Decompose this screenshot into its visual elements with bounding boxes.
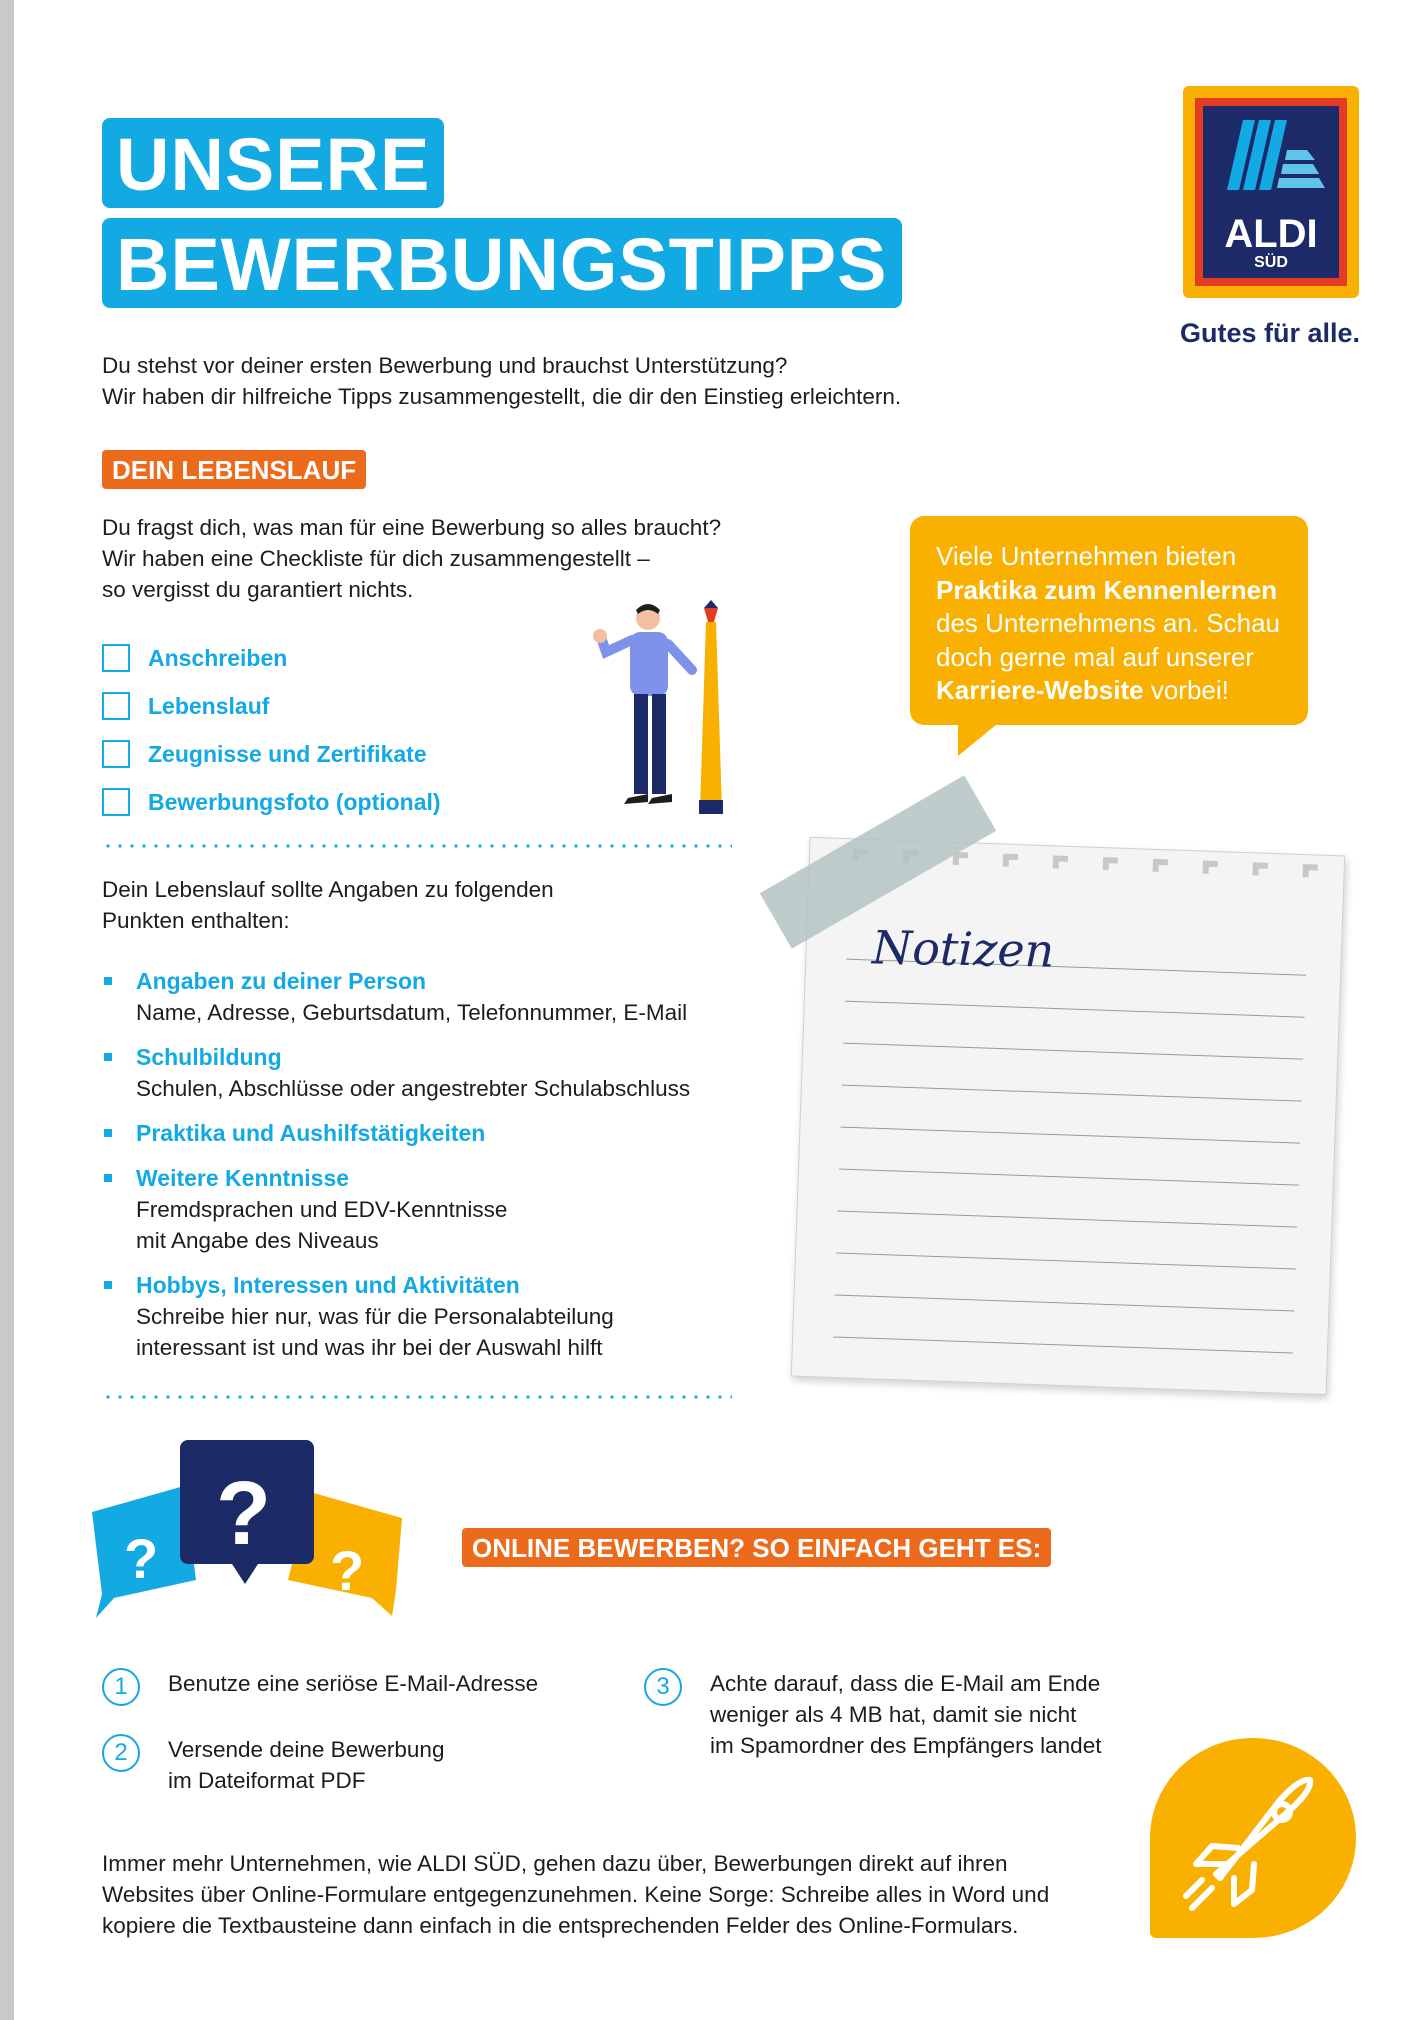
notes-title: Notizen — [871, 920, 1055, 978]
section-tag-online: ONLINE BEWERBEN? SO EINFACH GEHT ES: — [462, 1528, 1051, 1567]
list-item-title: Angaben zu deiner Person — [136, 968, 427, 994]
step-line: weniger als 4 MB hat, damit sie nicht — [710, 1702, 1077, 1727]
checklist-label: Zeugnisse und Zertifikate — [148, 740, 427, 767]
outro-line: Immer mehr Unternehmen, wie ALDI SÜD, gehen dazu über, Bewerbungen direkt auf ihren — [102, 1851, 1008, 1876]
info-speech-bubble — [910, 516, 1308, 725]
logo-stripes-icon — [1203, 110, 1339, 210]
svg-text:?: ? — [124, 1527, 159, 1590]
rocket-badge — [1150, 1738, 1356, 1938]
step-line: Versende deine Bewerbung — [168, 1737, 445, 1762]
step-item — [102, 1668, 538, 1706]
bubble-line: Viele Unternehmen bieten — [936, 541, 1237, 571]
bubble-highlight: Praktika zum Kennenlernen — [936, 574, 1277, 605]
question-bubbles-icon — [92, 1440, 402, 1620]
dotted-divider — [102, 1395, 732, 1399]
intro-line: Wir haben dir hilfreiche Tipps zusammengestellt, die dir den Einstieg erleichtern. — [102, 384, 902, 409]
step-item — [102, 1734, 538, 1796]
paragraph-line: Punkten enthalten: — [102, 908, 290, 933]
checkbox[interactable] — [102, 644, 130, 672]
list-item — [102, 1042, 782, 1104]
list-item-title: Weitere Kenntnisse — [136, 1165, 350, 1191]
list-item-text: Name, Adresse, Geburtsdatum, Telefonnummer, E-Mail — [136, 1000, 688, 1025]
bubble-line: doch gerne mal auf unserer — [936, 641, 1254, 672]
step-number: 2 — [102, 1734, 140, 1772]
steps-list — [102, 1668, 538, 1820]
section-tag-lebenslauf: DEIN LEBENSLAUF — [102, 450, 366, 489]
aldi-sued-logo — [1183, 86, 1359, 298]
checklist-item[interactable] — [102, 634, 441, 682]
list-item — [102, 1118, 782, 1149]
checklist-label: Bewerbungsfoto (optional) — [148, 788, 441, 815]
rocket-icon — [1150, 1738, 1356, 1938]
step-item — [644, 1668, 1101, 1761]
intro-line: Du stehst vor deiner ersten Bewerbung und brauchst Unterstützung? — [102, 353, 788, 378]
page-title-line-1: UNSERE — [102, 118, 444, 208]
bubble-tail — [958, 720, 1002, 756]
paragraph-line: Dein Lebenslauf sollte Angaben zu folgenden — [102, 877, 554, 902]
page-title-line-2: BEWERBUNGSTIPPS — [102, 218, 902, 308]
outro-line: Websites über Online-Formulare entgegenzunehmen. Keine Sorge: Schreibe alles in Word und — [102, 1882, 1050, 1907]
bubble-line: vorbei! — [1143, 675, 1229, 705]
step-line: Benutze eine seriöse E-Mail-Adresse — [168, 1671, 539, 1696]
list-item — [102, 1270, 782, 1363]
checklist-item[interactable] — [102, 730, 441, 778]
logo-subtitle: SÜD — [1254, 254, 1288, 271]
checkbox[interactable] — [102, 740, 130, 768]
bubble-line: des Unternehmens an. Schau — [936, 608, 1280, 638]
cv-points-list — [102, 966, 782, 1377]
intro-text — [102, 350, 901, 412]
dotted-divider — [102, 844, 732, 848]
checklist — [102, 634, 441, 826]
person-with-pencil-illustration — [588, 600, 748, 820]
paragraph-line: so vergisst du garantiert nichts. — [102, 577, 414, 602]
list-item — [102, 966, 782, 1028]
step-text — [710, 1668, 1101, 1761]
step-line: im Spamordner des Empfängers landet — [710, 1733, 1102, 1758]
points-intro — [102, 874, 554, 936]
left-edge-bar — [0, 0, 14, 2020]
list-item-title: Praktika und Aushilfstätigkeiten — [136, 1120, 486, 1146]
paragraph-line: Du fragst dich, was man für eine Bewerbung so alles braucht? — [102, 515, 722, 540]
logo-wordmark: ALDI — [1224, 212, 1318, 256]
step-text — [168, 1668, 538, 1699]
list-item-text: Fremdsprachen und EDV-Kenntnisse — [136, 1197, 508, 1222]
outro-line: kopiere die Textbausteine dann einfach in die entsprechenden Felder des Online-Formulars. — [102, 1913, 1019, 1938]
list-item-text: mit Angabe des Niveaus — [136, 1228, 379, 1253]
slogan: Gutes für alle. — [1180, 318, 1361, 348]
checkbox[interactable] — [102, 788, 130, 816]
steps-list — [644, 1668, 1101, 1785]
step-line: Achte darauf, dass die E-Mail am Ende — [710, 1671, 1101, 1696]
checklist-label: Lebenslauf — [148, 692, 270, 719]
checklist-item[interactable] — [102, 682, 441, 730]
step-text — [168, 1734, 444, 1796]
checklist-intro — [102, 512, 721, 605]
svg-text:?: ? — [330, 1539, 365, 1602]
step-line: im Dateiformat PDF — [168, 1768, 366, 1793]
step-number: 1 — [102, 1668, 140, 1706]
list-item — [102, 1163, 782, 1256]
list-item-title: Hobbys, Interessen und Aktivitäten — [136, 1272, 520, 1298]
list-item-text: Schulen, Abschlüsse oder angestrebter Schulabschluss — [136, 1076, 691, 1101]
checklist-label: Anschreiben — [148, 644, 288, 671]
outro-text — [102, 1848, 1049, 1941]
svg-text:?: ? — [216, 1464, 271, 1564]
list-item-title: Schulbildung — [136, 1044, 282, 1070]
checklist-item[interactable] — [102, 778, 441, 826]
checkbox[interactable] — [102, 692, 130, 720]
step-number: 3 — [644, 1668, 682, 1706]
list-item-text: Schreibe hier nur, was für die Personalabteilung — [136, 1304, 614, 1329]
paragraph-line: Wir haben eine Checkliste für dich zusammengestellt – — [102, 546, 650, 571]
bubble-link-text[interactable]: Karriere-Website — [936, 675, 1144, 705]
list-item-text: interessant ist und was ihr bei der Auswahl hilft — [136, 1335, 603, 1360]
